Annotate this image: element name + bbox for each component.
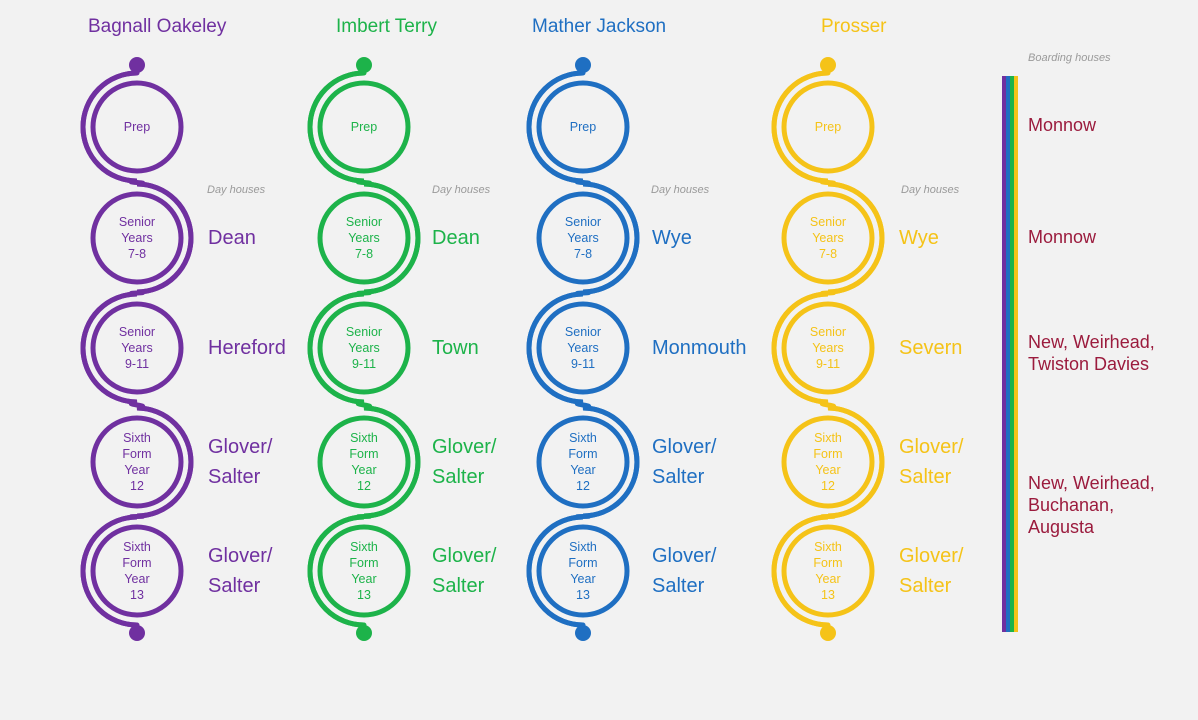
boarding-bar-yellow: [1014, 76, 1018, 632]
day-house-label: Severn: [899, 337, 963, 359]
stage-label: Senior Years 9-11: [118, 325, 156, 371]
day-house-label: Glover/ Salter: [432, 545, 497, 597]
column-title-imbert-terry: Imbert Terry: [336, 16, 438, 37]
day-house-label: Glover/ Salter: [899, 545, 964, 597]
boarding-house-years-7-8: Monnow: [1028, 227, 1097, 247]
day-house-label: Monmouth: [652, 337, 747, 359]
stage-label: Prep: [814, 120, 842, 134]
stage-label: Sixth Form Year 13: [122, 540, 152, 602]
stage-label: Sixth Form Year 13: [349, 540, 379, 602]
stage-label: Prep: [350, 120, 378, 134]
day-house-label: Wye: [652, 227, 692, 249]
stage-label: Sixth Form Year 12: [568, 431, 598, 493]
boarding-house-years-9-11: New, Weirhead, Twiston Davies: [1028, 332, 1155, 374]
stage-label: Prep: [123, 120, 151, 134]
boarding-house-prep: Monnow: [1028, 115, 1097, 135]
day-houses-label: Day houses: [901, 184, 960, 196]
stage-label: Sixth Form Year 12: [122, 431, 152, 493]
boarding-house-sixth-form: New, Weirhead, Buchanan, Augusta: [1028, 473, 1155, 537]
stage-label: Senior Years 7-8: [564, 215, 602, 261]
day-houses-label: Day houses: [432, 184, 491, 196]
stage-label: Senior Years 7-8: [809, 215, 847, 261]
stage-label: Sixth Form Year 13: [813, 540, 843, 602]
day-house-label: Glover/ Salter: [432, 436, 497, 488]
stage-label: Sixth Form Year 12: [813, 431, 843, 493]
day-house-label: Wye: [899, 227, 939, 249]
day-house-label: Glover/ Salter: [652, 545, 717, 597]
stage-label: Senior Years 7-8: [345, 215, 383, 261]
stage-label: Senior Years 9-11: [345, 325, 383, 371]
day-house-label: Glover/ Salter: [899, 436, 964, 488]
day-house-label: Dean: [432, 227, 480, 249]
day-house-label: Hereford: [208, 337, 286, 359]
column-title-prosser: Prosser: [821, 16, 887, 37]
day-houses-label: Day houses: [207, 184, 266, 196]
day-house-label: Glover/ Salter: [208, 545, 273, 597]
day-houses-label: Day houses: [651, 184, 710, 196]
day-house-label: Glover/ Salter: [208, 436, 273, 488]
day-house-label: Glover/ Salter: [652, 436, 717, 488]
stage-label: Senior Years 9-11: [809, 325, 847, 371]
day-house-label: Dean: [208, 227, 256, 249]
stage-label: Sixth Form Year 13: [568, 540, 598, 602]
boarding-houses-header: Boarding houses: [1028, 52, 1111, 64]
stage-label: Senior Years 7-8: [118, 215, 156, 261]
stage-label: Prep: [569, 120, 597, 134]
column-title-bagnall-oakeley: Bagnall Oakeley: [88, 16, 227, 37]
day-house-label: Town: [432, 337, 479, 359]
stage-label: Senior Years 9-11: [564, 325, 602, 371]
column-title-mather-jackson: Mather Jackson: [532, 16, 667, 37]
stage-label: Sixth Form Year 12: [349, 431, 379, 493]
